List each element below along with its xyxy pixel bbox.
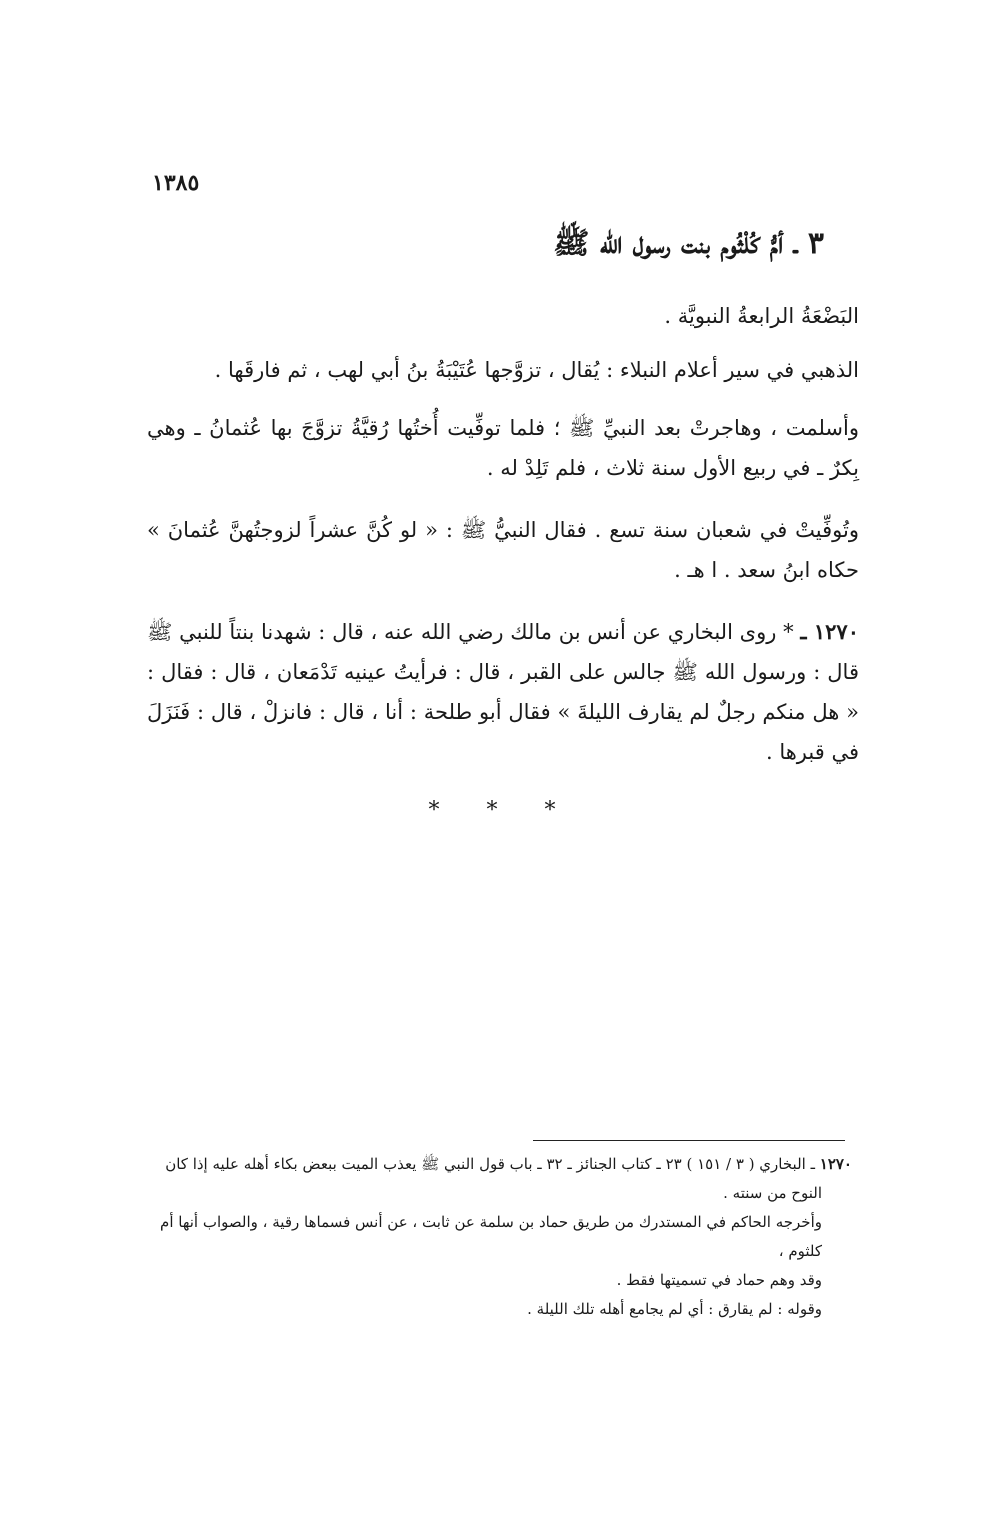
- hadith-paragraph: [147, 612, 859, 772]
- footnote-divider: [533, 1140, 845, 1141]
- hadith-text: * روى البخاري عن أنس بن مالك رضي الله عنه ، قال : شهدنا بنتاً للنبي ﷺ قال : ورسول الله ﷺ جالس على القبر ، قال : فرأيتُ عينيه تَدْمَعان ، قال : فقال : « هل منكم رجلٌ لم يقارف الليلةَ » فقال أبو طلحة : أنا ، قال : فانزلْ ، قال : فَنَزَلَ في قبرها .: [147, 620, 859, 764]
- footnote-line-1: [140, 1150, 852, 1179]
- footnote-line-5: وقوله : لم يقارق : أي لم يجامع أهله تلك الليلة .: [527, 1300, 822, 1318]
- footnote-line-3: وأخرجه الحاكم في المستدرك من طريق حماد بن سلمة عن ثابت ، عن أنس فسماها رقية ، والصواب أنها أم كلثوم ،: [160, 1213, 822, 1260]
- chapter-title: ٣ ـ أمُّ كُلْثُوم بنت رسول الله ﷺ: [553, 226, 824, 261]
- hadith-number: ١٢٧٠ ـ: [800, 619, 859, 644]
- footnote-line-2: النوح من سنته .: [723, 1184, 822, 1202]
- footnote-text-1: ـ البخاري ( ٣ / ١٥١ ) ٢٣ ـ كتاب الجنائز ـ ٣٢ ـ باب قول النبي ﷺ يعذب الميت ببعض بكاء أهله عليه إذا كان: [165, 1155, 815, 1173]
- footnotes: [140, 1150, 852, 1324]
- footnote-line-4: وقد وهم حماد في تسميتها فقط .: [616, 1271, 822, 1289]
- section-separator: * * *: [428, 798, 576, 823]
- paragraph-1: البَضْعَةُ الرابعةُ النبويَّة .: [664, 304, 859, 328]
- paragraph-2: الذهبي في سير أعلام النبلاء : يُقال ، تزوَّجها عُتَيْبَةُ بنُ أبي لهب ، ثم فارقَها .: [214, 358, 859, 382]
- paragraph-3: وأسلمت ، وهاجرتْ بعد النبيِّ ﷺ ؛ فلما توفِّيت أُختُها رُقيَّةُ تزوَّجَ بها عُثمانُ ـ وهي بِكرٌ ـ في ربيع الأول سنة ثلاث ، فلم تَلِدْ له .: [147, 416, 859, 480]
- page-number: ١٣٨٥: [152, 170, 200, 196]
- paragraph-4: وتُوفِّيتْ في شعبان سنة تسع . فقال النبيُّ ﷺ : « لو كُنَّ عشراً لزوجتُهنَّ عُثمانَ » حكاه ابنُ سعد . ا هـ .: [147, 518, 859, 582]
- footnote-number: ١٢٧٠: [819, 1155, 852, 1173]
